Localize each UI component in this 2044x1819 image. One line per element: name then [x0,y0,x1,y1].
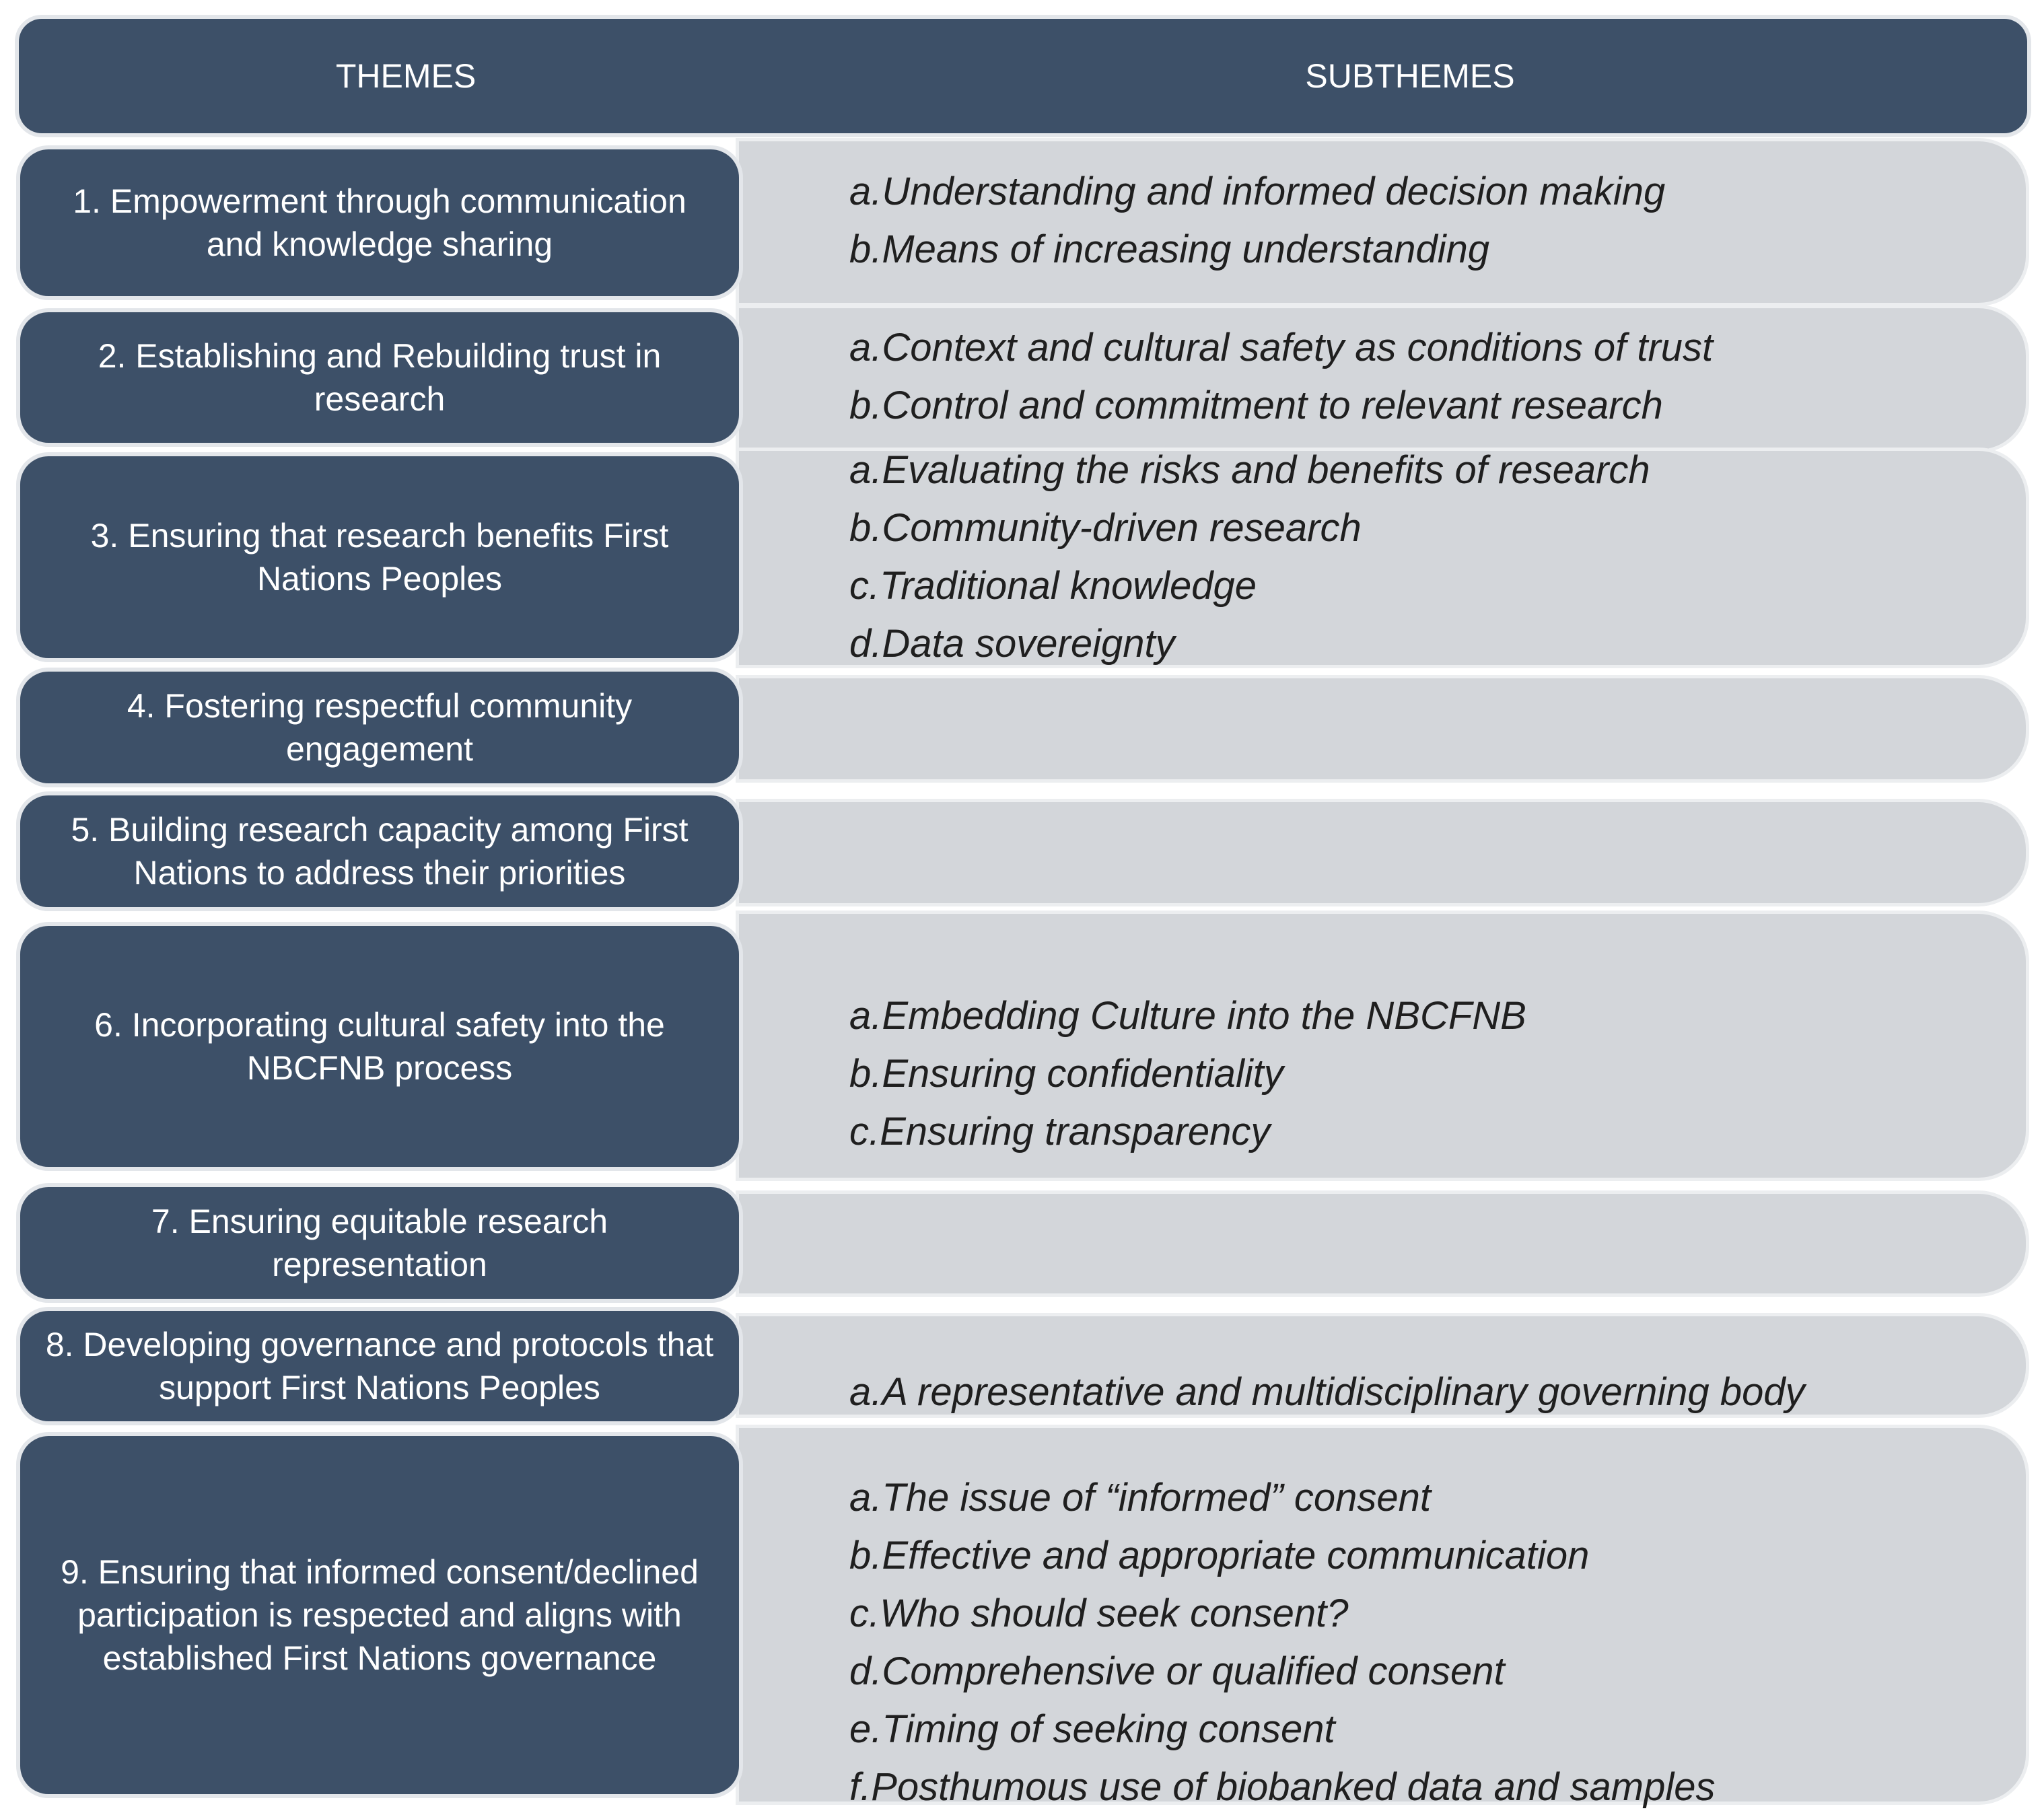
subtheme-panel-5 [739,802,2026,903]
subtheme-item: e.Timing of seeking consent [849,1707,1335,1751]
subtheme-item: b.Community-driven research [849,506,1362,550]
subtheme-item: d.Data sovereignty [849,622,1175,666]
theme-box-2: 2. Establishing and Rebuilding trust in research [20,312,739,443]
theme-box-7: 7. Ensuring equitable research representation [20,1187,739,1299]
subtheme-item: b.Ensuring confidentiality [849,1052,1283,1096]
table-header [19,19,2027,133]
subtheme-item: a.Evaluating the risks and benefits of research [849,448,1650,492]
subtheme-list-3 [849,441,1650,673]
subtheme-item: d.Comprehensive or qualified consent [849,1649,1505,1693]
subtheme-item: b.Effective and appropriate communication [849,1534,1590,1577]
theme-box-1: 1. Empowerment through communication and knowledge sharing [20,149,739,296]
theme-box-9: 9. Ensuring that informed consent/declined participation is respected and aligns with established First Nations governance [20,1436,739,1794]
subtheme-item: c.Ensuring transparency [849,1110,1271,1153]
subtheme-item: a.A representative and multidisciplinary governing body [849,1370,1805,1414]
subtheme-item: a.Embedding Culture into the NBCFNB [849,994,1526,1038]
subtheme-item: f.Posthumous use of biobanked data and samples [849,1765,1716,1809]
themes-column-header: THEMES [335,57,477,95]
subtheme-panel-4 [739,678,2026,779]
subtheme-panel-7 [739,1194,2026,1293]
subtheme-item: a.Understanding and informed decision making [849,170,1666,213]
subtheme-item: c.Traditional knowledge [849,564,1257,608]
subtheme-item: b.Means of increasing understanding [849,227,1490,271]
theme-box-6: 6. Incorporating cultural safety into the NBCFNB process [20,926,739,1167]
theme-box-8: 8. Developing governance and protocols that support First Nations Peoples [20,1311,739,1421]
subtheme-item: a.The issue of “informed” consent [849,1476,1431,1520]
subthemes-column-header: SUBTHEMES [1305,57,1515,95]
subtheme-item: c.Who should seek consent? [849,1592,1349,1635]
subtheme-list-2 [849,319,1713,435]
subtheme-list-6 [849,987,1526,1161]
theme-box-3: 3. Ensuring that research benefits First Nations Peoples [20,456,739,658]
theme-box-5: 5. Building research capacity among First Nations to address their priorities [20,795,739,907]
subtheme-list-9 [849,1469,1716,1816]
subtheme-list-8 [849,1363,1805,1421]
theme-box-4: 4. Fostering respectful community engagement [20,672,739,783]
subtheme-list-1 [849,163,1665,279]
subtheme-item: b.Control and commitment to relevant research [849,384,1663,427]
subtheme-item: a.Context and cultural safety as conditions of trust [849,326,1714,369]
